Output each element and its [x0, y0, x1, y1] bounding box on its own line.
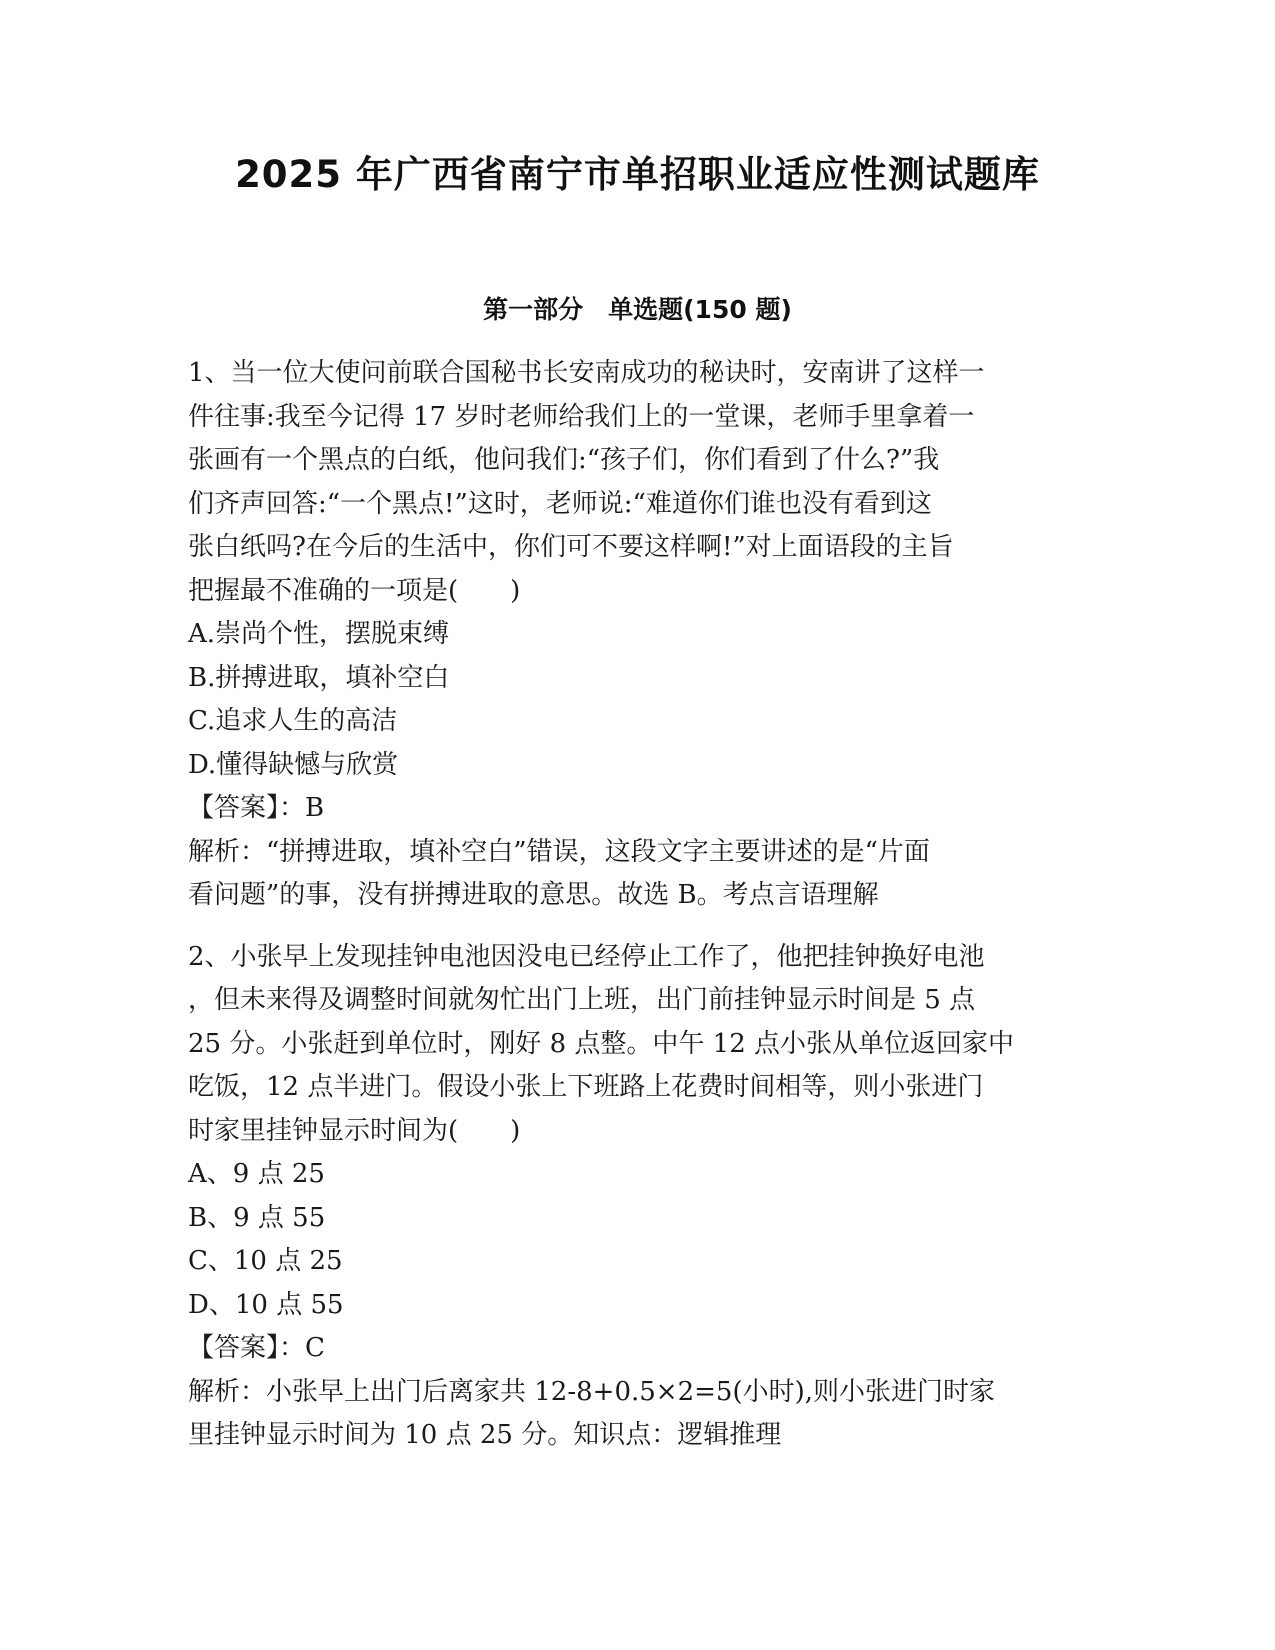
document-title: 2025 年广西省南宁市单招职业适应性测试题库 [235, 153, 1040, 196]
analysis-line: 里挂钟显示时间为 10 点 25 分。知识点：逻辑推理 [188, 1420, 782, 1450]
question-stem-line: 1、当一位大使问前联合国秘书长安南成功的秘诀时，安南讲了这样一 [188, 358, 985, 388]
question-stem-line: ，但未来得及调整时间就匆忙出门上班，出门前挂钟显示时间是 5 点 [188, 985, 976, 1015]
section-title: 第一部分 单选题(150 题) [483, 295, 792, 324]
analysis-line: 看问题”的事，没有拼搏进取的意思。故选 B。考点言语理解 [188, 880, 879, 910]
question-stem-line: 件往事:我至今记得 17 岁时老师给我们上的一堂课，老师手里拿着一 [188, 401, 975, 432]
question-stem-line: 张白纸吗?在今后的生活中，你们可不要这样啊!”对上面语段的主旨 [188, 532, 954, 562]
answer-line: 【答案】：C [188, 1333, 325, 1363]
analysis-line: 解析：小张早上出门后离家共 12-8+0.5×2=5(小时),则小张进门时家 [188, 1376, 996, 1407]
question-stem-line: 们齐声回答:“一个黑点!”这时，老师说:“难道你们谁也没有看到这 [188, 488, 932, 519]
question-2 [188, 936, 1088, 1458]
analysis-line: 解析：“拼搏进取，填补空白”错误，这段文字主要讲述的是“片面 [188, 836, 930, 867]
question-stem-line: 把握最不准确的一项是( ) [188, 575, 521, 606]
question-stem-line: 时家里挂钟显示时间为( ) [188, 1115, 521, 1146]
answer-line: 【答案】：B [188, 793, 325, 823]
option-b: B.拼搏进取，填补空白 [188, 662, 450, 693]
option-c: C.追求人生的高洁 [188, 706, 398, 736]
question-stem-line: 25 分。小张赶到单位时，刚好 8 点整。中午 12 点小张从单位返回家中 [188, 1028, 1015, 1059]
question-stem-line: 2、小张早上发现挂钟电池因没电已经停止工作了，他把挂钟换好电池 [188, 941, 985, 972]
question-1 [188, 352, 1088, 918]
option-a: A、9 点 25 [188, 1159, 325, 1189]
question-list [188, 352, 1088, 1458]
question-stem-line: 张画有一个黑点的白纸，他问我们:“孩子们，你们看到了什么?”我 [188, 445, 940, 475]
option-d: D.懂得缺憾与欣赏 [188, 749, 399, 780]
question-stem-line: 吃饭，12 点半进门。假设小张上下班路上花费时间相等，则小张进门 [188, 1072, 984, 1102]
option-a: A.崇尚个性，摆脱束缚 [188, 619, 450, 649]
option-d: D、10 点 55 [188, 1289, 344, 1320]
option-c: C、10 点 25 [188, 1246, 343, 1276]
option-b: B、9 点 55 [188, 1202, 326, 1233]
